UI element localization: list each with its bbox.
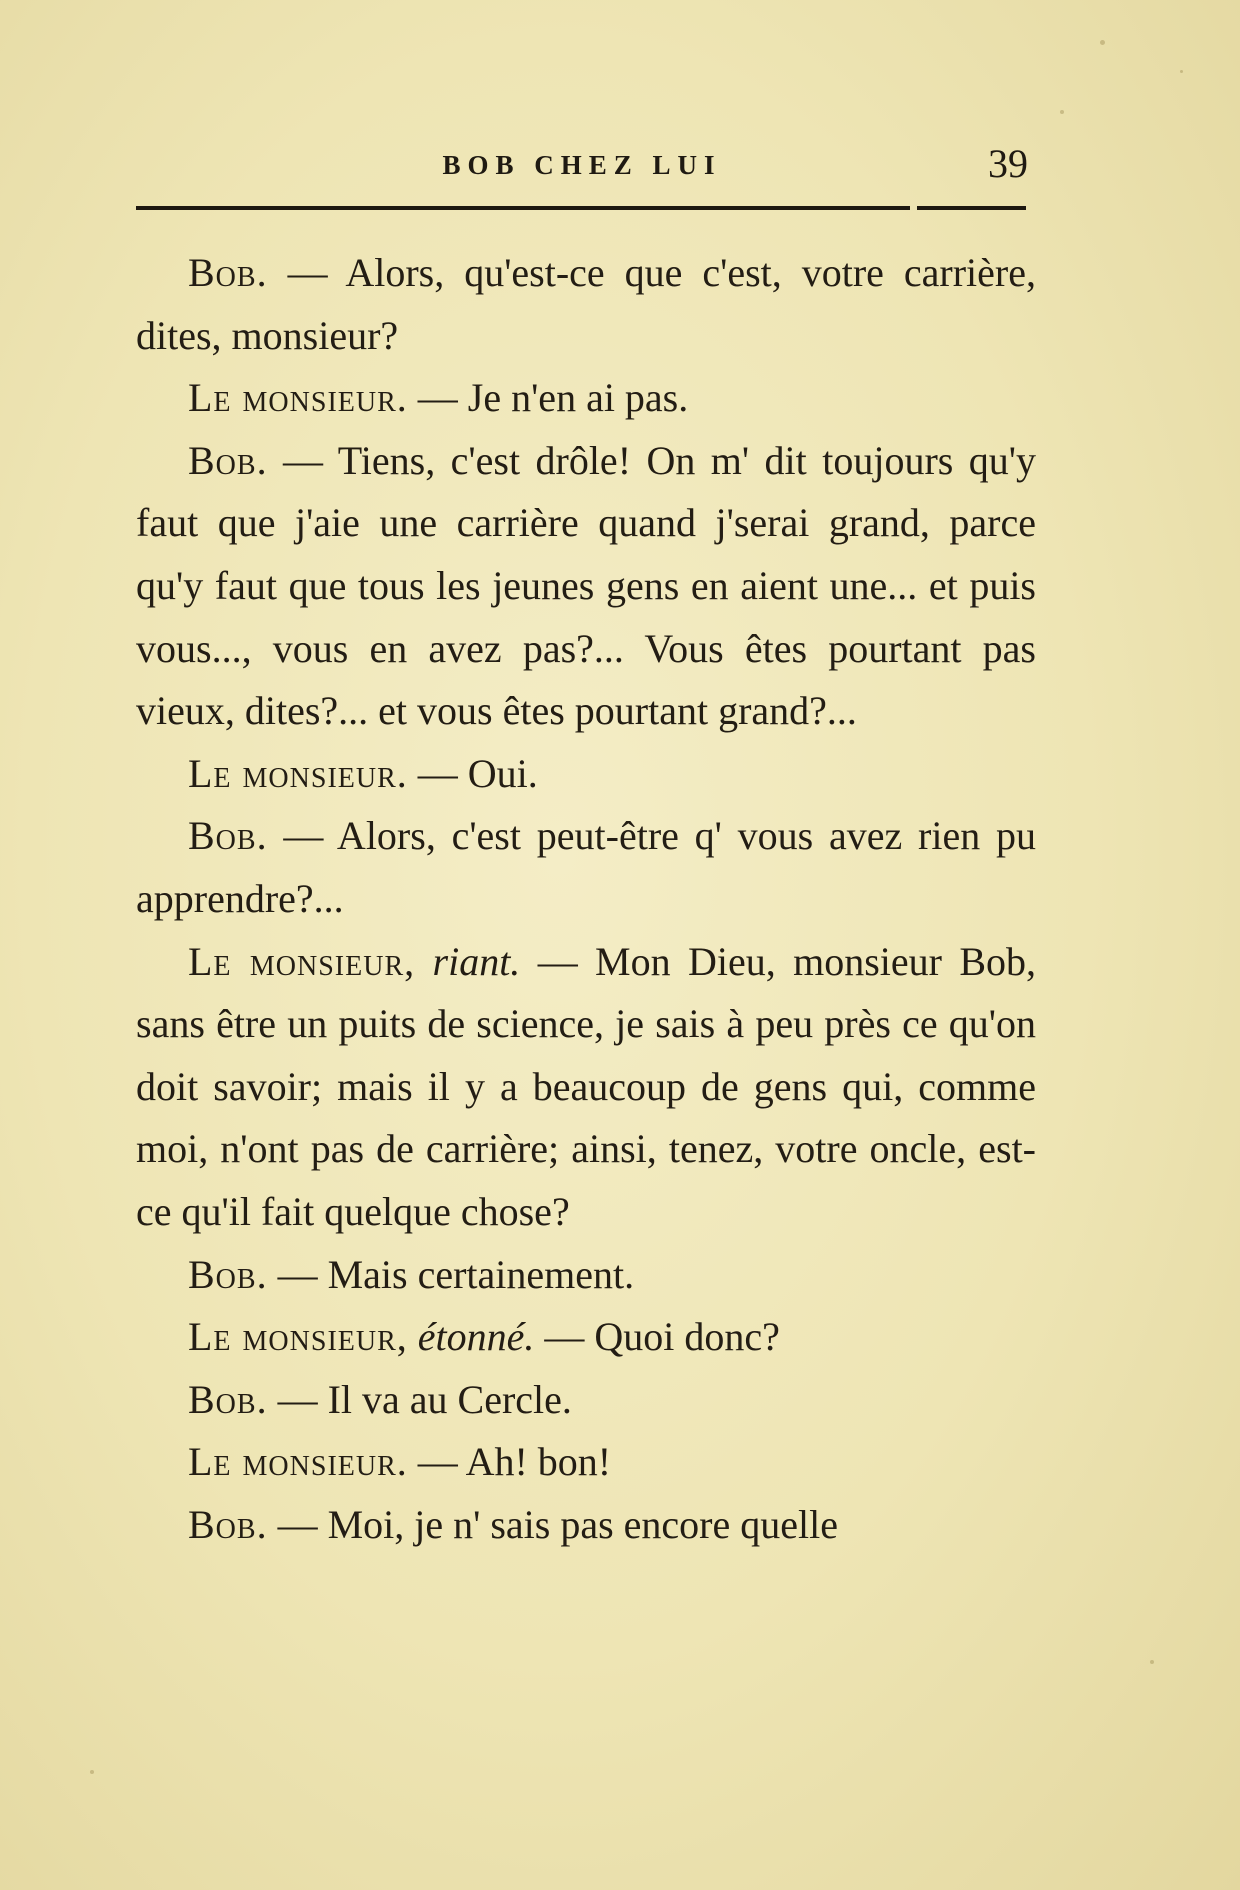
dialogue-line: [136, 367, 1036, 430]
speaker-name: Bob.: [188, 1376, 268, 1422]
dialogue-line: [136, 1494, 1036, 1557]
speaker-name: Bob.: [188, 813, 268, 859]
stage-direction: riant.: [432, 938, 521, 984]
paper-speck: [1060, 110, 1064, 114]
dialogue-text: — Alors, qu'est-ce que c'est, votre carrière, dites, monsieur?: [136, 250, 1037, 358]
dialogue-line: [136, 931, 1036, 1244]
dialogue-text: — Ah! bon!: [417, 1439, 612, 1485]
dialogue-line: [136, 805, 1036, 930]
dialogue-text: — Je n'en ai pas.: [417, 375, 689, 421]
paper-speck: [90, 1770, 94, 1774]
dialogue-line: [136, 1431, 1036, 1494]
dialogue-line: [136, 430, 1036, 743]
dialogue-text: — Alors, c'est peut-être q' vous avez rien pu apprendre?...: [136, 813, 1036, 921]
dialogue-line: [136, 242, 1036, 367]
dialogue-text: — Il va au Cercle.: [277, 1376, 572, 1422]
stage-direction: étonné.: [417, 1314, 535, 1360]
paper-speck: [1180, 70, 1183, 73]
running-head: [136, 140, 1028, 200]
header-rule: [136, 206, 1026, 210]
paper-speck: [1100, 40, 1105, 45]
dialogue-text: — Tiens, c'est drôle! On m' dit toujours qu'y faut que j'aie une carrière quand j'serai grand, parce qu'y faut que tous les jeunes gens en aient une... et puis vous..., vous en avez pas?... Vous êtes pourtant pas vieux, dites?... et vous êtes pourtant grand?...: [136, 437, 1036, 734]
dialogue-line: [136, 1244, 1036, 1307]
page-number: 39: [988, 141, 1028, 186]
speaker-name: Le monsieur,: [188, 938, 416, 984]
dialogue-line: [136, 743, 1036, 806]
body-text: [136, 242, 1036, 1556]
header-rule-gap: [910, 205, 917, 211]
speaker-name: Le monsieur,: [188, 1314, 408, 1360]
dialogue-line: [136, 1369, 1036, 1432]
dialogue-text: — Oui.: [417, 750, 538, 796]
speaker-name: Le monsieur.: [188, 750, 408, 796]
dialogue-text: — Mais certainement.: [277, 1251, 635, 1297]
speaker-name: Bob.: [188, 437, 268, 483]
dialogue-text: — Mon Dieu, monsieur Bob, sans être un puits de science, je sais à peu près ce qu'on doit savoir; mais il y a beaucoup de gens qui, comme moi, n'ont pas de carrière; ainsi, tenez, votre oncle, est-ce qu'il fait quelque chose?: [136, 938, 1037, 1234]
dialogue-line: [136, 1306, 1036, 1369]
running-title: BOB CHEZ LUI: [442, 150, 722, 180]
dialogue-text: — Quoi donc?: [544, 1314, 780, 1360]
speaker-name: Le monsieur.: [188, 375, 408, 421]
speaker-name: Bob.: [188, 1501, 268, 1547]
paper-speck: [1150, 1660, 1154, 1664]
speaker-name: Bob.: [188, 250, 268, 295]
dialogue-text: — Moi, je n' sais pas encore quelle: [277, 1501, 838, 1547]
speaker-name: Le monsieur.: [188, 1439, 408, 1485]
speaker-name: Bob.: [188, 1251, 268, 1297]
